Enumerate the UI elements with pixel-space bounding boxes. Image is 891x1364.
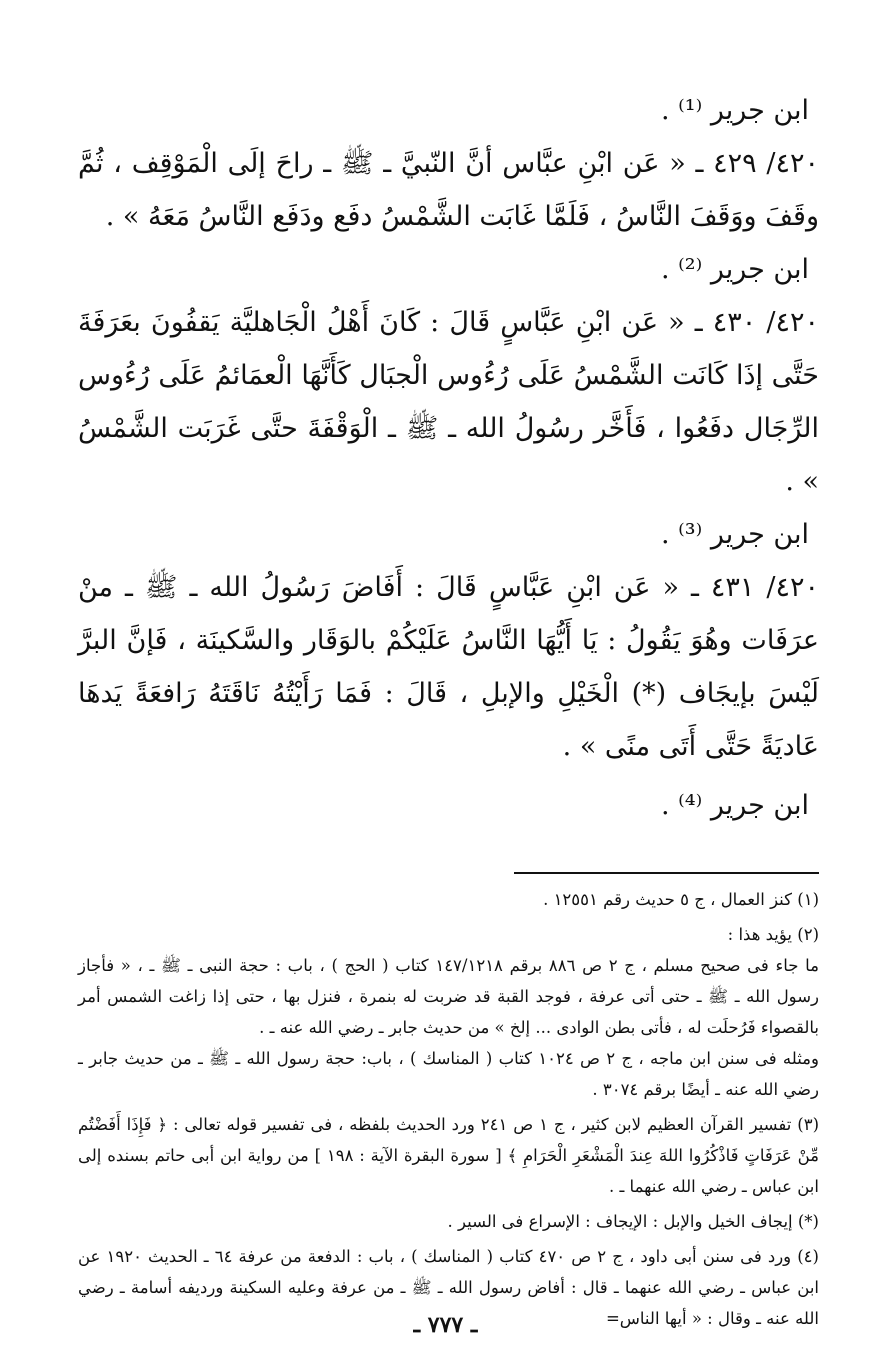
footnote-2-paragraph-2: ومثله فى سنن ابن ماجه ، ج ٢ ص ١٠٢٤ كتاب ( المناسك ) ، باب: حجة رسول الله ـ ﷺ ـ من حديث جابر ـ رضي الله عنه ـ أيضًا برقم ٣٠٧٤ . [78,1049,819,1099]
footnote-1: (١) كنز العمال ، ج ٥ حديث رقم ١٢٥٥١ . [543,890,819,909]
hadith-430: ٤٢٠/ ٤٣٠ ـ « عَن ابْنِ عَبَّاسٍ قَالَ : كَانَ أَهْلُ الْجَاهليَّة يَقفُونَ بعَرَفَةَ حَتَّى إذَا كَانَت الشَّمْسُ عَلَى رُءُوس الْجبَال كَأَنَّهَا الْعمَائمُ عَلَى رُءُوس الرِّجَال دفَعُوا ، فَأَخَّر رسُولُ الله ـ ﷺ ـ الْوَقْفَةَ حتَّى غَرَبَت الشَّمْسُ » . [78,307,819,497]
main-text [78,84,819,832]
footnote-2-paragraph-1: ما جاء فى صحيح مسلم ، ج ٢ ص ٨٨٦ برقم ١٤٧/١٢١٨ كتاب ( الحج ) ، باب : حجة النبى ـ ﷺ ـ ، « فأجاز رسول الله ـ ﷺ ـ حتى أتى عرفة ، فوجد القبة قد ضربت له بنمرة ، فنزل بها ، حتى إذا زاغت الشمس أمر بالقصواء فَرُحلَت له ، فأتى بطن الوادى ... إلخ » من حديث جابر ـ رضي الله عنه ـ . [78,956,819,1037]
footnote-3: (٣) تفسير القرآن العظيم لابن كثير ، ج ١ ص ٢٤١ ورد الحديث بلفظه ، فى تفسير قوله تعالى : ﴿ فَإِذَا أَفَضْتُم مِّنْ عَرَفَاتٍ فَاذْكُرُوا اللهَ عِندَ الْمَشْعَرِ الْحَرَامِ ﴾ [ سورة البقرة الآية : ١٩٨ ] من رواية ابن أبى حاتم بسنده إلى ابن عباس ـ رضي الله عنهما ـ . [78,1115,819,1196]
footnotes [78,884,819,1334]
footnote-star: (*) إيجاف الخيل والإبل : الإيجاف : الإسراع فى السير . [447,1212,819,1231]
hadith-431: ٤٢٠/ ٤٣١ ـ « عَن ابْنِ عَبَّاسٍ قَالَ : أَفَاضَ رَسُولُ الله ـ ﷺ ـ منْ عرَفَات وهُوَ يَقُولُ : يَا أَيُّهَا النَّاسُ عَلَيْكُمْ بالوَقَار والسَّكينَة ، فَإنَّ البرَّ لَيْسَ بإيجَاف (*) الْخَيْلِ والإبلِ ، قَالَ : فَمَا رَأَيْتُهُ نَاقَتَهُ رَافعَةً يَدهَا عَاديَةً حَتَّى أَتَى منًى » . [78,572,819,762]
footnote-4: (٤) ورد فى سنن أبى داود ، ج ٢ ص ٤٧٠ كتاب ( المناسك ) ، باب : الدفعة من عرفة ٦٤ ـ الحديث ١٩٢٠ عن ابن عباس ـ رضي الله عنهما ـ قال : أفاض رسول الله ـ ﷺ ـ من عرفة وعليه السكينة ورديفه أسامة ـ رضي الله عنه ـ وقال : « أيها الناس= [78,1247,819,1328]
source-line-4: ابن جرير ⁽⁴⁾ . [661,790,809,821]
source-line-1: ابن جرير ⁽¹⁾ . [661,95,809,126]
source-line-2: ابن جرير ⁽²⁾ . [661,254,809,285]
hadith-429: ٤٢٠/ ٤٢٩ ـ « عَن ابْنِ عبَّاس أنَّ النّبيَّ ـ ﷺ ـ راحَ إلَى الْمَوْقِف ، ثُمَّ وقَفَ ووَقَفَ النَّاسُ ، فَلَمَّا غَابَت الشَّمْسُ دفَع ودَفَع النَّاسُ مَعَهُ » . [78,148,819,232]
footnote-2-heading: (٢) يؤيد هذا : [727,925,819,944]
page-number: ـ ٧٧٧ ـ [413,1312,478,1338]
source-line-3: ابن جرير ⁽³⁾ . [661,519,809,550]
footnote-divider [514,872,819,874]
